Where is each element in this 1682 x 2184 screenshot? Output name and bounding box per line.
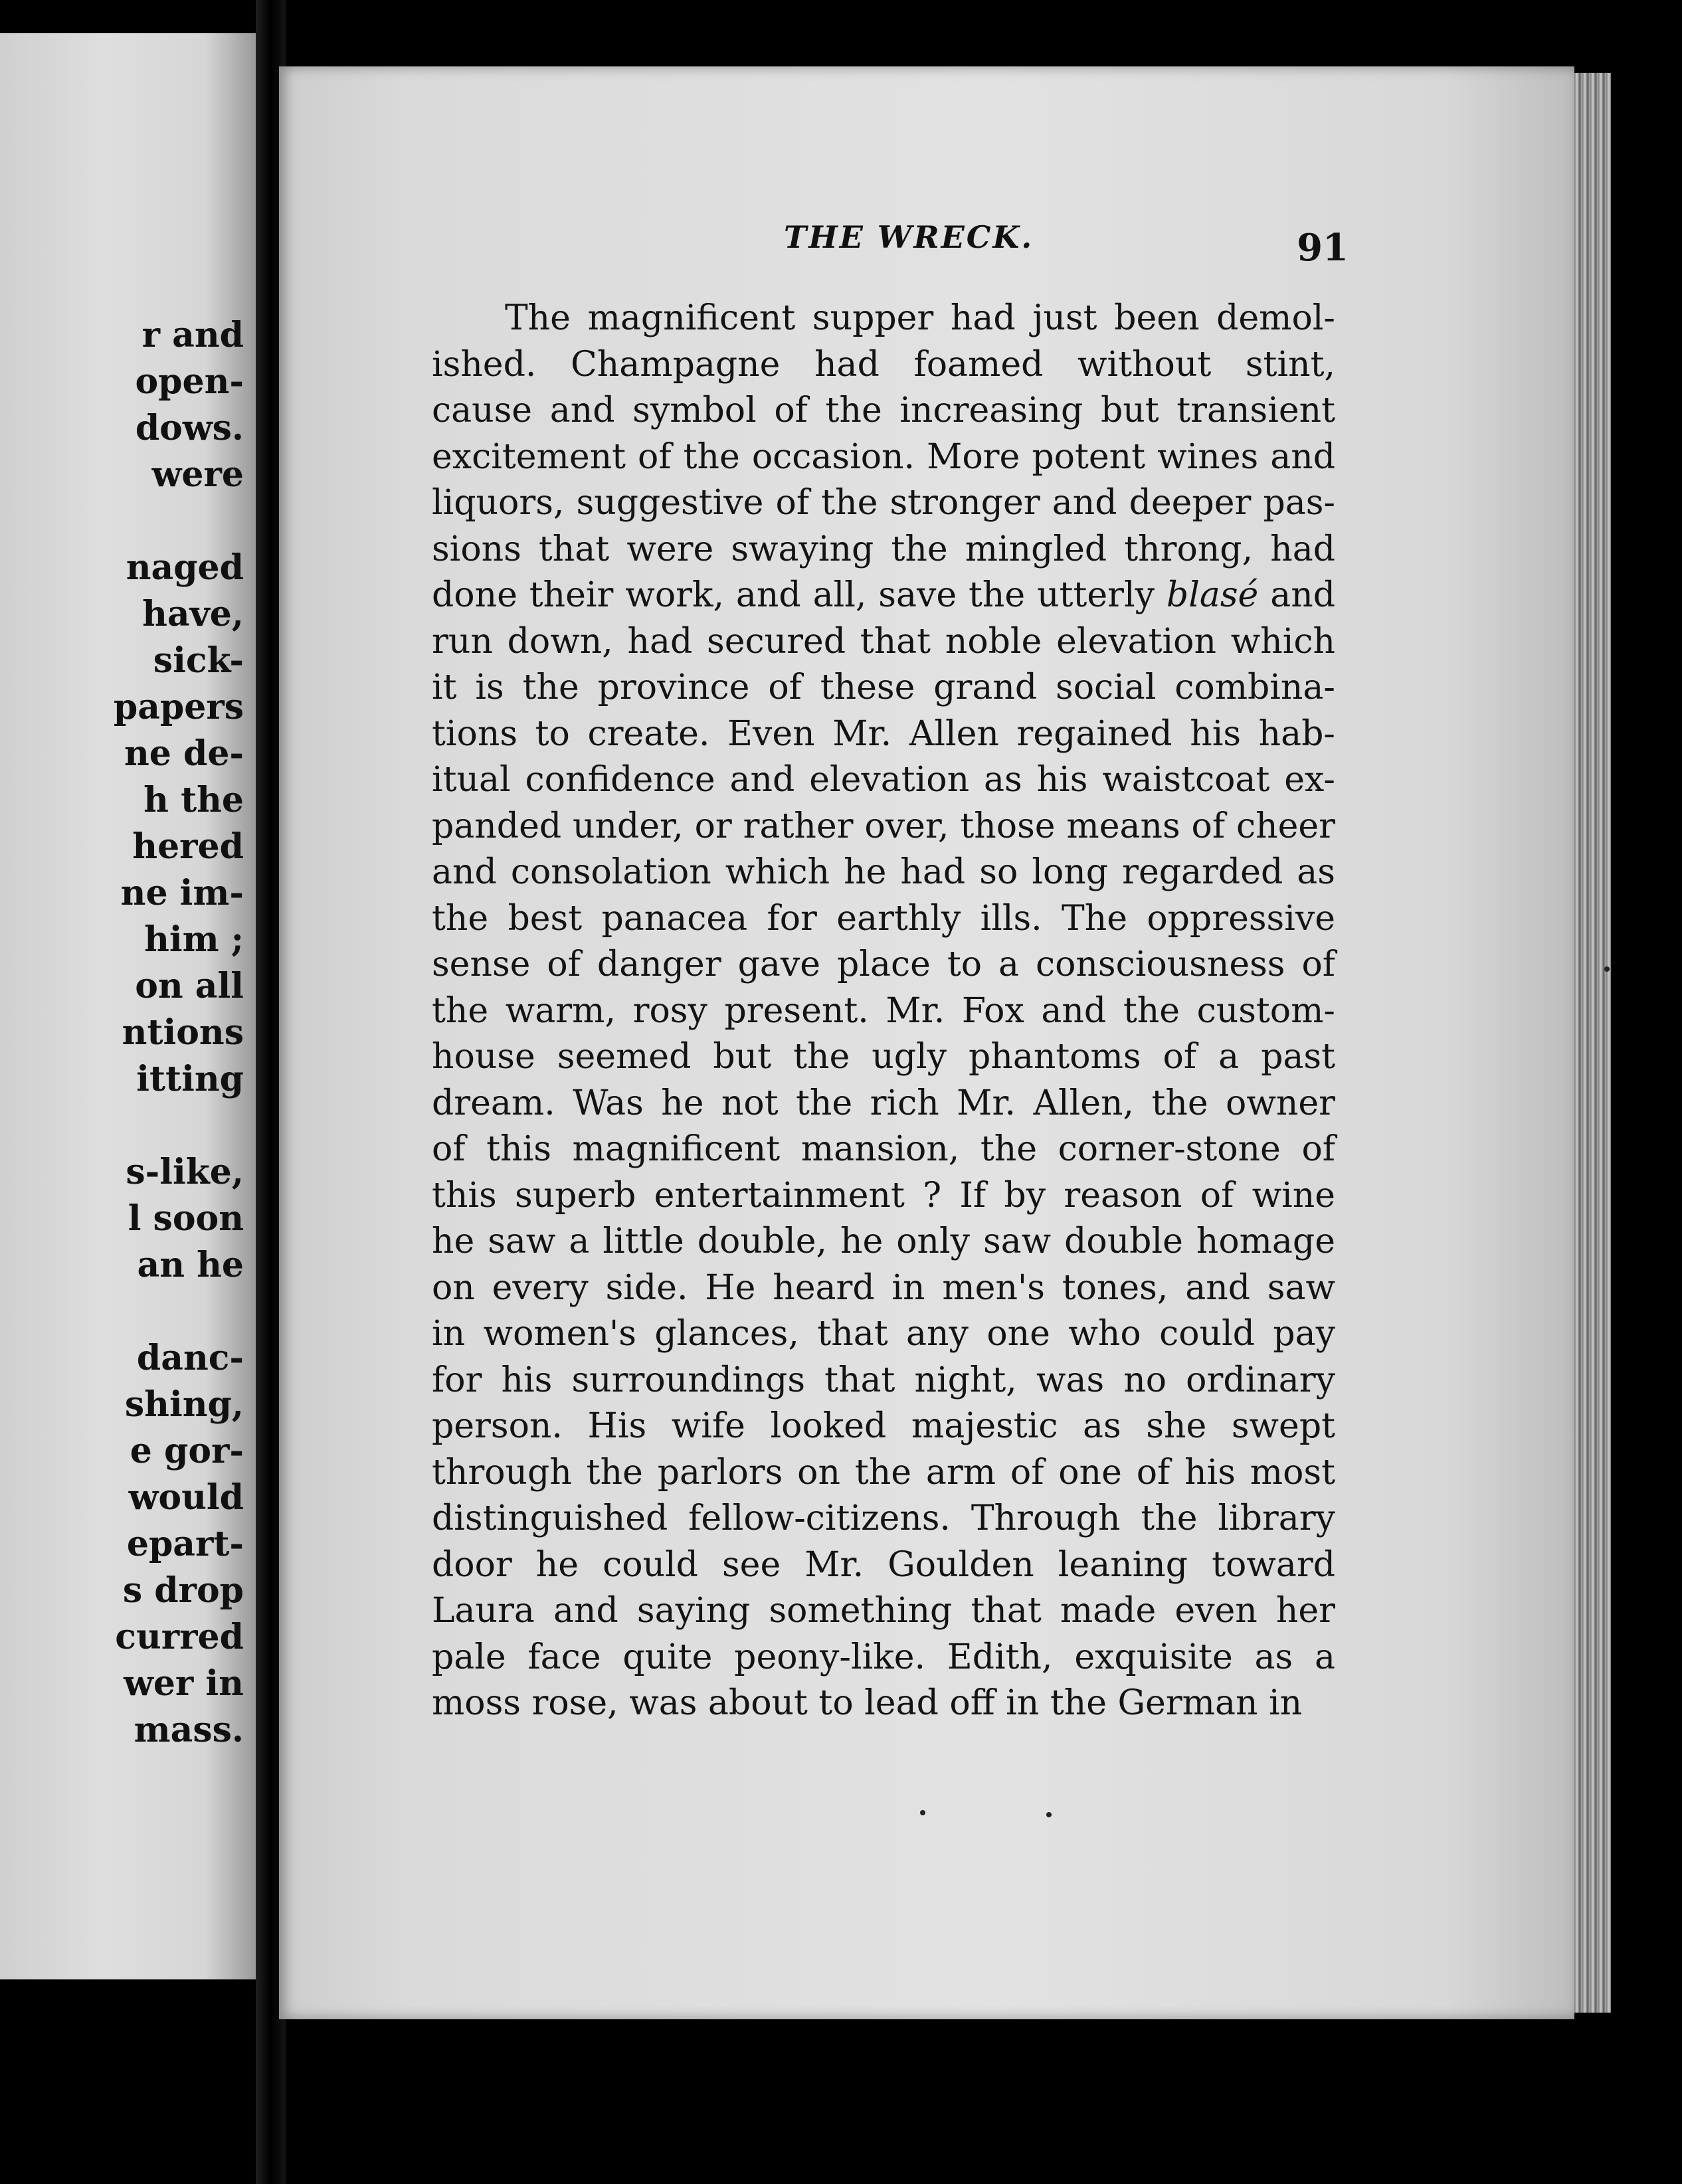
left-page-fragment: him ; bbox=[144, 919, 244, 960]
left-page-fragment: naged bbox=[126, 547, 244, 588]
left-page-text-fragments bbox=[114, 312, 244, 1754]
page-number: 91 bbox=[1297, 226, 1349, 270]
text-line: dream. Was he not the rich Mr. Allen, the owner bbox=[432, 1083, 1335, 1123]
ink-speck bbox=[1604, 966, 1610, 972]
text-line: in women's glances, that any one who could pay bbox=[432, 1314, 1335, 1354]
left-page-fragment: danc- bbox=[136, 1338, 244, 1378]
page-header bbox=[432, 219, 1349, 279]
page-edges bbox=[1574, 73, 1611, 2013]
left-page-fragment: ne im- bbox=[120, 873, 244, 913]
left-page-fragment: itting bbox=[136, 1059, 244, 1099]
text-line: itual confidence and elevation as his waistcoat ex- bbox=[432, 760, 1335, 800]
text-line: panded under, or rather over, those means of cheer bbox=[432, 806, 1335, 846]
text-line: moss rose, was about to lead off in the German in bbox=[432, 1683, 1303, 1723]
text-line: ished. Champagne had foamed without stint, bbox=[432, 344, 1335, 385]
left-page-fragment: would bbox=[128, 1477, 244, 1518]
text-line: door he could see Mr. Goulden leaning toward bbox=[432, 1544, 1335, 1585]
text-line: it is the province of these grand social combina- bbox=[432, 668, 1335, 707]
ink-speck bbox=[920, 1810, 925, 1815]
left-page-fragment: an he bbox=[137, 1245, 244, 1285]
text-line: and consolation which he had so long regarded as bbox=[432, 852, 1335, 892]
left-page-fragment: mass. bbox=[134, 1710, 244, 1750]
text-line: Laura and saying something that made even her bbox=[432, 1591, 1335, 1631]
text-line: through the parlors on the arm of one of his most bbox=[432, 1452, 1335, 1493]
left-page-fragment: were bbox=[151, 454, 244, 495]
italic-word: blasé bbox=[1166, 575, 1259, 615]
text-line: liquors, suggestive of the stronger and deeper pas- bbox=[432, 483, 1335, 523]
left-page-fragment: wer in bbox=[124, 1663, 244, 1704]
left-page-fragment: shing, bbox=[124, 1384, 244, 1425]
left-page-fragment: s drop bbox=[122, 1570, 244, 1611]
left-page-fragment: h the bbox=[143, 780, 244, 820]
text-line: he saw a little double, he only saw double homage bbox=[432, 1222, 1335, 1261]
left-page-fragment: epart- bbox=[126, 1524, 244, 1564]
text-line: distinguished fellow-citizens. Through the library bbox=[432, 1499, 1335, 1538]
left-page-fragment: s-like, bbox=[126, 1152, 244, 1192]
text-line: of this magnificent mansion, the corner-stone of bbox=[432, 1129, 1335, 1169]
text-line: for his surroundings that night, was no ordinary bbox=[432, 1360, 1335, 1400]
text-line: pale face quite peony-like. Edith, exquisite as a bbox=[432, 1637, 1335, 1677]
left-page-fragment: dows. bbox=[135, 408, 244, 448]
left-page-fragment: open- bbox=[135, 361, 244, 402]
left-page-fragment: have, bbox=[142, 594, 244, 634]
text-line: done their work, and all, save the utterly blasé and bbox=[432, 575, 1335, 615]
left-page-fragment: on all bbox=[135, 966, 244, 1006]
text-line: excitement of the occasion. More potent wines and bbox=[432, 436, 1335, 477]
left-page-fragment: r and bbox=[141, 315, 244, 355]
text-line: house seemed but the ugly phantoms of a past bbox=[432, 1037, 1335, 1077]
ink-speck bbox=[1046, 1812, 1052, 1817]
text-line: the best panacea for earthly ills. The oppressive bbox=[432, 898, 1335, 939]
left-page-fragment: papers bbox=[113, 687, 244, 727]
left-page-fragment: e gor- bbox=[130, 1431, 244, 1471]
body-text bbox=[432, 296, 1335, 1727]
left-page-fragment bbox=[114, 1103, 244, 1149]
text-line: cause and symbol of the increasing but transient bbox=[432, 391, 1335, 430]
running-title: THE WRECK. bbox=[784, 219, 1034, 255]
text-line: tions to create. Even Mr. Allen regained his hab- bbox=[432, 713, 1335, 754]
left-page-fragment: ne de- bbox=[124, 733, 244, 774]
left-page-fragment: l soon bbox=[128, 1198, 244, 1239]
left-page-fragment bbox=[114, 498, 244, 545]
left-page-fragment: sick- bbox=[153, 640, 244, 681]
text-line: run down, had secured that noble elevation which bbox=[432, 621, 1335, 662]
text-line: The magnificent supper had just been demol- bbox=[505, 298, 1335, 338]
left-page-fragment: curred bbox=[115, 1617, 244, 1657]
left-page-fragment: ntions bbox=[122, 1012, 244, 1053]
left-page-fragment: hered bbox=[132, 826, 244, 867]
text-line: sense of danger gave place to a consciousness of bbox=[432, 945, 1335, 984]
left-page bbox=[0, 33, 256, 1979]
text-line: the warm, rosy present. Mr. Fox and the custom- bbox=[432, 990, 1335, 1031]
left-page-fragment bbox=[114, 1289, 244, 1335]
text-line: sions that were swaying the mingled throng, had bbox=[432, 529, 1335, 569]
text-line: on every side. He heard in men's tones, and saw bbox=[432, 1267, 1335, 1308]
text-line: person. His wife looked majestic as she swept bbox=[432, 1406, 1335, 1446]
text-line: this superb entertainment ? If by reason of wine bbox=[432, 1175, 1335, 1216]
